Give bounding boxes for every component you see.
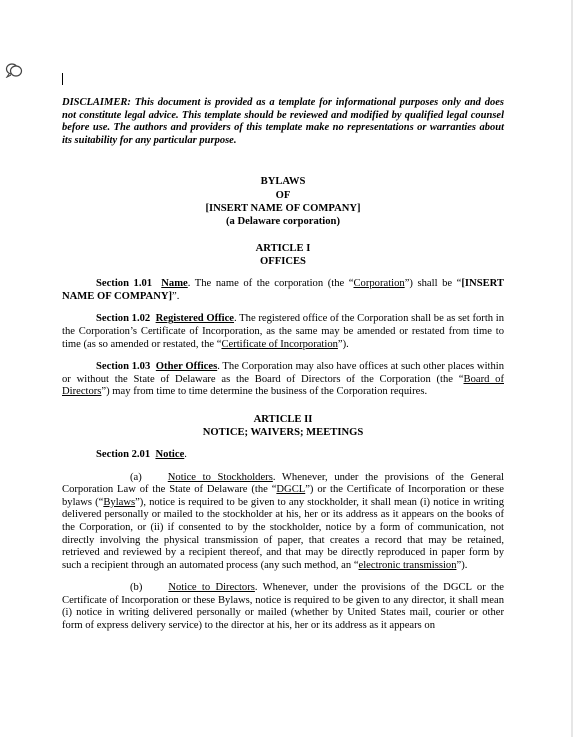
- section-title: Notice: [155, 448, 185, 460]
- section-text: ”) may from time to time determine the business of the Corporation requires.: [101, 386, 428, 398]
- article-number: ARTICLE I: [255, 243, 311, 255]
- section-number: Section 2.01: [96, 448, 151, 460]
- document-body[interactable]: [62, 97, 504, 633]
- subsection-title: Notice to Stockholders: [167, 471, 273, 483]
- section-title: Other Offices: [155, 361, 218, 373]
- defined-term: electronic transmission: [358, 559, 457, 571]
- comment-icon[interactable]: [5, 62, 23, 78]
- defined-term: Bylaws: [103, 496, 136, 508]
- disclaimer: DISCLAIMER: This document is provided as a template for informational purposes only and does not constitute legal advice. This template should be reviewed and modified by qualified legal counsel before use. The authors and providers of this template make no representations or warranties about its suitability for any particular purpose.: [62, 97, 504, 146]
- section-1-02: [62, 313, 504, 351]
- section-text: ”).: [337, 338, 349, 350]
- section-text: .: [184, 448, 187, 460]
- article-name: NOTICE; WAIVERS; MEETINGS: [202, 426, 364, 438]
- section-1-01: [62, 278, 504, 303]
- placeholder-company: [INSERT NAME OF COMPANY]: [62, 278, 504, 302]
- section-number: Section 1.03: [96, 361, 151, 373]
- title-line: [INSERT NAME OF COMPANY]: [205, 202, 361, 214]
- section-text: . The Corporation may also have offices at such other places within or without the State of Delaware as the Board of Directors of the Corporation (the “: [62, 361, 505, 385]
- subsection-a: [62, 472, 504, 573]
- article-heading: [62, 242, 504, 268]
- section-text: . The name of the corporation (the “: [187, 278, 354, 290]
- section-2-01: [62, 449, 504, 462]
- defined-term: DGCL: [276, 484, 306, 496]
- article-heading: [62, 413, 504, 439]
- document-title: [62, 175, 504, 228]
- defined-term: Corporation: [353, 278, 405, 290]
- subsection-label: (a): [130, 471, 142, 483]
- defined-term: Board of Directors: [62, 373, 504, 398]
- article-name: OFFICES: [260, 256, 306, 268]
- subsection-text: ”), notice is required to be given to any stockholder, it shall mean (i) notice in writing delivered personally or mailed to the stockholder at his, her or its address as it appears on the books of the Corporation, or (ii) if consented to by the stockholder, notice by a form of communication, not directly involving the physical transmission of paper, that creates a record that may be retained, retrieved and reviewed by a recipient thereof, and that may be directly reproduced in paper form by such a recipient through an automated process (any such method, an “: [62, 496, 504, 571]
- section-number: Section 1.01: [96, 278, 153, 290]
- title-line: (a Delaware corporation): [226, 215, 340, 227]
- article-number: ARTICLE II: [253, 413, 313, 425]
- subsection-text: ”).: [456, 559, 468, 571]
- title-line: BYLAWS: [260, 176, 306, 188]
- section-1-03: [62, 361, 504, 399]
- defined-term: Certificate of Incorporation: [221, 338, 338, 350]
- section-title: Name: [161, 278, 188, 290]
- section-number: Section 1.02: [96, 313, 151, 325]
- subsection-label: (b): [130, 582, 143, 594]
- subsection-b: [62, 582, 504, 632]
- subsection-text: . Whenever, under the provisions of the General Corporation Law of the State of Delaware (the “: [62, 471, 505, 496]
- subsection-text: . Whenever, under the provisions of the DGCL or the Certificate of Incorporation or these Bylaws, notice is required to be given to any director, it shall mean (i) notice in writing delivered personally or mailed (whether by United States mail, courier or other form of express delivery service) to the director at his, her or its address as it appears on: [62, 582, 504, 632]
- section-text: ”.: [172, 290, 180, 302]
- text-cursor: [62, 73, 63, 85]
- section-text: . The registered office of the Corporation shall be as set forth in the Corporation’s Certificate of Incorporation, as the same may be amended or restated from time to time (as so amended or restated, the “: [62, 313, 505, 350]
- title-line: OF: [275, 189, 291, 201]
- subsection-text: ”) or the Certificate of Incorporation or these bylaws (“: [62, 484, 504, 508]
- section-title: Registered Office: [155, 313, 235, 325]
- subsection-title: Notice to Directors: [168, 582, 255, 594]
- section-text: ”) shall be “: [404, 278, 462, 290]
